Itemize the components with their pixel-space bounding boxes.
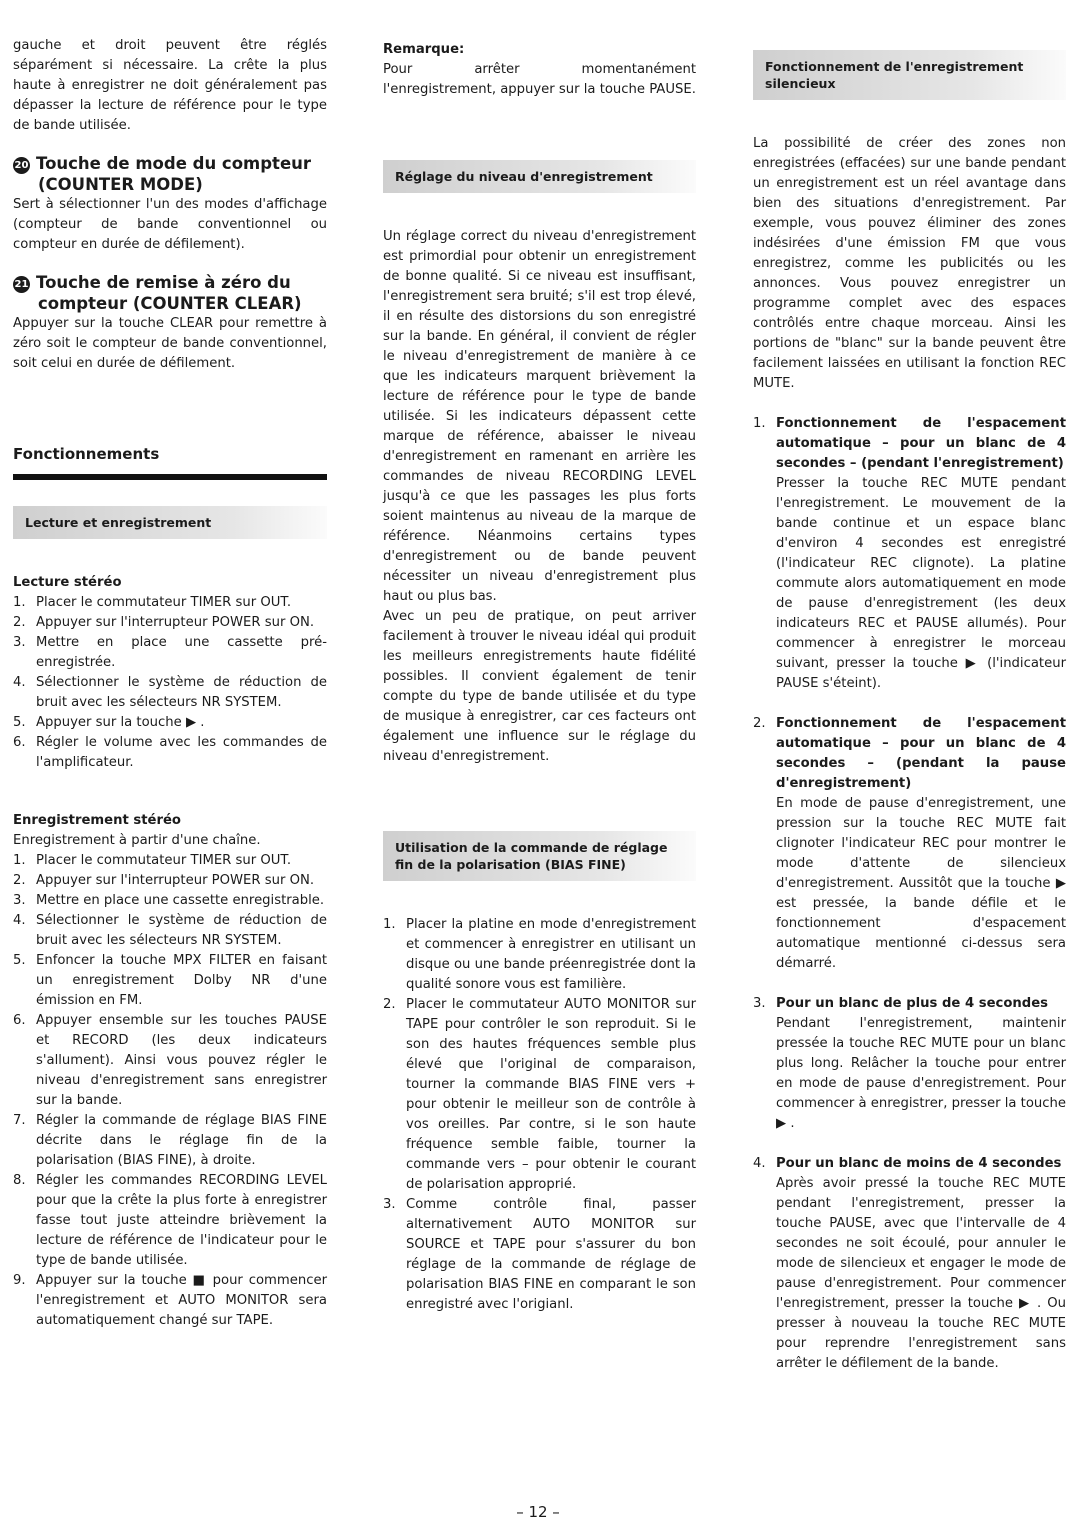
item-21-title-line2: compteur (COUNTER CLEAR) — [38, 294, 302, 313]
list-item: 8. Régler les commandes RECORDING LEVEL pour que la crête la plus forte à enregistrer fasse tout juste atteindre brièvement la lecture de référence de l'indicateur pour le type de bande utilisée. — [13, 1173, 327, 1268]
remark-heading: Remarque: — [383, 42, 465, 57]
list-item: 7. Régler la commande de réglage BIAS FINE décrite dans le réglage fin de la polarisation (BIAS FINE), à droite. — [13, 1113, 327, 1168]
list-item: 1. Placer le commutateur TIMER sur OUT. — [13, 853, 292, 868]
box-bias-fine: Utilisation de la commande de réglage fin de la polarisation (BIAS FINE) — [383, 831, 696, 881]
stereo-play-heading: Lecture stéréo — [13, 575, 122, 590]
intro-paragraph: gauche et droit peuvent être réglés séparément si nécessaire. La crête la plus haute à enregistrer ne doit généralement pas dépasser la lecture de référence pour le type de bande utilisée. — [13, 38, 327, 133]
item-20-title-line2: (COUNTER MODE) — [38, 175, 203, 194]
remark-body: Pour arrêter momentanément l'enregistrement, appuyer sur la touche PAUSE. — [383, 62, 696, 97]
column-middle — [383, 36, 696, 1315]
list-item: 5. Appuyer sur la touche ▶ . — [13, 715, 205, 730]
column-right — [753, 36, 1066, 1374]
box-niveau-enregistrement: Réglage du niveau d'enregistrement — [383, 160, 696, 193]
section-title: Fonctionnements — [13, 445, 160, 463]
list-item: 2. Appuyer sur l'interrupteur POWER sur ON. — [13, 873, 315, 888]
list-item: 9. Appuyer sur la touche ■ pour commencer l'enregistrement et AUTO MONITOR sera automatiquement changé sur TAPE. — [13, 1273, 327, 1328]
stereo-rec-heading: Enregistrement stéréo — [13, 813, 181, 828]
list-item: 3. Pour un blanc de plus de 4 secondes Pendant l'enregistrement, maintenir pressée la touche REC MUTE pour un blanc plus long. Relâcher la touche pour entrer en mode de pause d'enregistrement. Pour commencer à enregistrer, presser la touche ▶ . — [753, 996, 1066, 1131]
list-item: 6. Appuyer ensemble sur les touches PAUSE et RECORD (les deux indicateurs s'allument). Ainsi vous pouvez régler le niveau d'enregistrement sans enregistrer sur la bande. — [13, 1013, 327, 1108]
list-item: 1. Fonctionnement de l'espacement automatique – pour un blanc de 4 secondes – (pendant l'enregistrement) Presser la touche REC MUTE pendant l'enregistrement. Le mouvement de la bande continue et un espace blanc d'environ 4 secondes est enregistré (l'indicateur REC clignote). La platine commute alors automatiquement en mode de pause d'enregistrement (les deux indicateurs REC et PAUSE allumés). Pour commencer à enregistrer le morceau suivant, presser la touche ▶ (l'indicateur PAUSE s'éteint). — [753, 416, 1066, 691]
silent-intro: La possibilité de créer des zones non enregistrées (effacées) sur une bande pendant un enregistrement est un réel avantage dans bien des situations d'enregistrement. Par exemple, vous pouvez éliminer des zones indésirées d'une émission FM que vous enregistrez, comme les publicités ou les annonces. Vous pouvez enregistrer un programme complet avec des espaces contrôlés entre chaque morceau. Ainsi les portions de "blanc" sur la bande peuvent être facilement laissées en utilisant la fonction REC MUTE. — [753, 136, 1066, 391]
level-body: Un réglage correct du niveau d'enregistrement est primordial pour obtenir un enregistrement de bonne qualité. Si ce niveau est insuffisant, l'enregistrement sera bruité; s'il est trop élevé, il en résulte des distorsions du son enregistré sur la bande. En général, il convient de régler le niveau d'enregistrement de manière à ce que les indicateurs marquent brièvement la lecture de référence pour le type de bande utilisée. Si les indicateurs dépassent cette marque de référence, abaisser le niveau d'enregistrement en ramenant en arrière les commandes de niveau RECORDING LEVEL jusqu'à ce que les passages les plus forts soient maintenus au niveau de la marque de référence. Néanmoins certains types d'enregistrement ou de bande peuvent nécessiter un niveau d'enregistrement plus haut ou plus bas. — [383, 229, 696, 604]
list-item: 2. Appuyer sur l'interrupteur POWER sur ON. — [13, 615, 315, 630]
column-left — [13, 36, 327, 1331]
list-item: 4. Pour un blanc de moins de 4 secondes Après avoir pressé la touche REC MUTE pendant l'enregistrement, presser la touche PAUSE, avec que l'intervalle de 4 secondes ne soit écoulé, pour annuler le mode de silencieux et engager le mode de pause d'enregistrement. Pour commencer l'enregistrement, presser la touche ▶ . Ou presser à nouveau la touche REC MUTE pour reprendre l'enregistrement sans arrêter le défilement de la bande. — [753, 1156, 1066, 1371]
list-item: 1. Placer la platine en mode d'enregistrement et commencer à enregistrer en utilisant un disque ou une bande préenregistrée dont la qualité sonore vous est familière. — [383, 917, 696, 992]
stereo-play-list — [13, 593, 327, 773]
section-rule — [13, 474, 327, 480]
list-item: 4. Sélectionner le système de réduction de bruit avec les sélecteurs NR SYSTEM. — [13, 675, 327, 710]
list-item: 6. Régler le volume avec les commandes de l'amplificateur. — [13, 735, 327, 770]
list-item: 3. Mettre en place une cassette pré-enregistrée. — [13, 635, 327, 670]
box-lecture-enregistrement: Lecture et enregistrement — [13, 506, 327, 539]
box-enregistrement-silencieux: Fonctionnement de l'enregistrement silencieux — [753, 50, 1066, 100]
item-21-heading — [13, 272, 327, 314]
level-body-2: Avec un peu de pratique, on peut arriver facilement à trouver le niveau idéal qui produit les meilleurs enregistrements haute fidélité possibles. Il convient également de tenir compte du type de bande utilisée et du type de musique à enregistrer, car ces facteurs ont également une influence sur le réglage du niveau d'enregistrement. — [383, 609, 696, 764]
list-item: 1. Placer le commutateur TIMER sur OUT. — [13, 595, 292, 610]
item-20-heading — [13, 153, 327, 195]
list-item: 2. Placer le commutateur AUTO MONITOR sur TAPE pour contrôler le son reproduit. Si le son des hautes fréquences semble plus élevé que l'original de comparaison, tourner la commande BIAS FINE vers + pour obtenir le meilleur son de contrôle à vos oreilles. Par contre, si le son haute fréquence semble faible, tourner la commande vers – pour obtenir le courant de polarisation approprié. — [383, 997, 696, 1192]
stereo-rec-intro: Enregistrement à partir d'une chaîne. — [13, 833, 261, 848]
list-item: 3. Comme contrôle final, passer alternativement AUTO MONITOR sur SOURCE et TAPE pour s'assurer du bon réglage de la commande de réglage de polarisation BIAS FINE en comparant le son enregistré avec l'origianl. — [383, 1197, 696, 1312]
page-number: – 12 – — [516, 1503, 560, 1521]
list-item: 2. Fonctionnement de l'espacement automatique – pour un blanc de 4 secondes – (pendant la pause d'enregistrement) En mode de pause d'enregistrement, une pression sur la touche REC MUTE fait clignoter l'indicateur REC pour montrer le mode d'attente de silencieux d'enregistrement. Aussitôt que la touche ▶ est pressée, la bande défile et le fonctionnement d'espacement automatique mentionné ci-dessus sera démarré. — [753, 716, 1066, 971]
list-item: 4. Sélectionner le système de réduction de bruit avec les sélecteurs NR SYSTEM. — [13, 913, 327, 948]
item-21-marker: 21 — [13, 276, 30, 293]
list-item: 3. Mettre en place une cassette enregistrable. — [13, 893, 325, 908]
list-item: 5. Enfoncer la touche MPX FILTER en faisant un enregistrement Dolby NR d'une émission en FM. — [13, 953, 327, 1008]
silent-items-list — [753, 414, 1066, 1374]
bias-steps-list — [383, 915, 696, 1315]
item-21-body: Appuyer sur la touche CLEAR pour remettre à zéro soit le compteur de bande conventionnel, soit celui en durée de défilement. — [13, 316, 327, 371]
stereo-rec-list — [13, 851, 327, 1331]
item-21-title-line1: Touche de remise à zéro du — [36, 273, 291, 292]
item-20-title-line1: Touche de mode du compteur — [36, 154, 312, 173]
item-20-body: Sert à sélectionner l'un des modes d'affichage (compteur de bande conventionnel ou compteur en durée de défilement). — [13, 197, 327, 252]
item-20-marker: 20 — [13, 157, 30, 174]
